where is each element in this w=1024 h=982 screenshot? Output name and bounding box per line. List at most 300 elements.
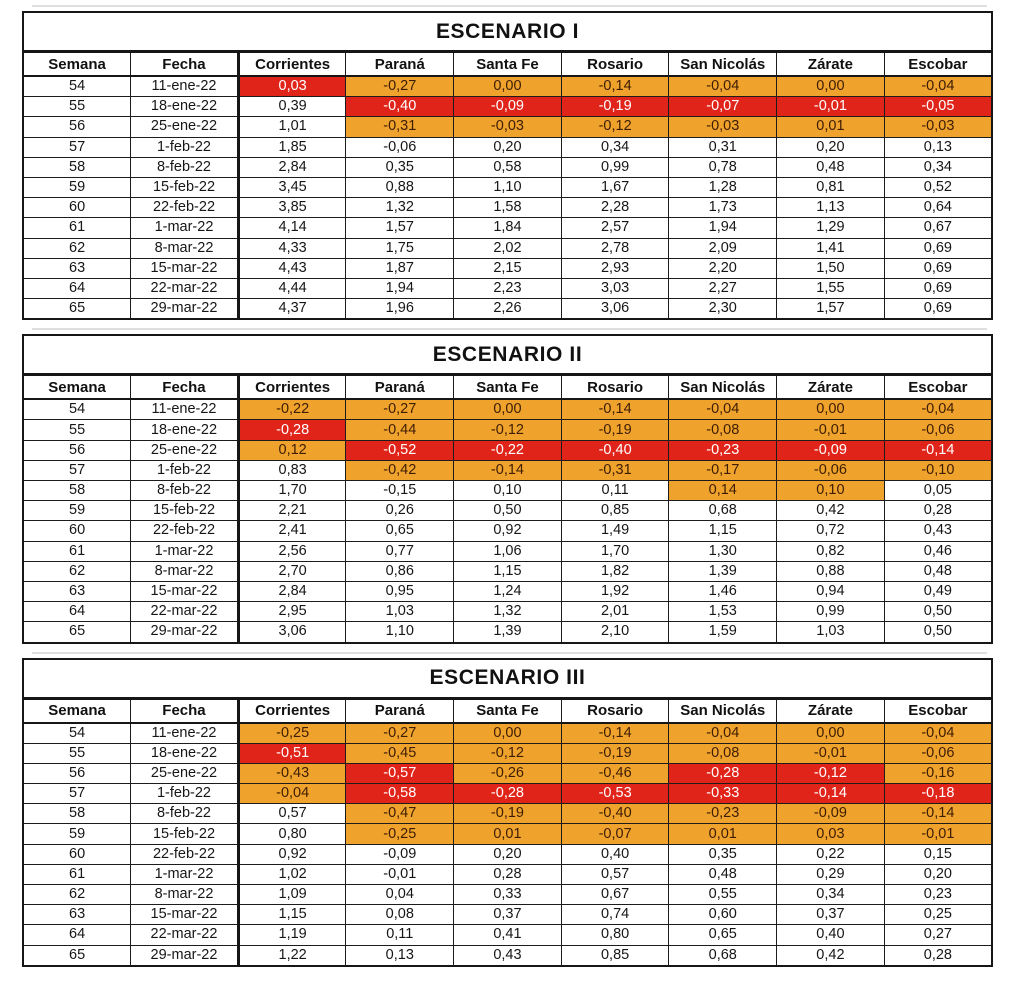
value-cell: 0,69 [884,299,992,320]
column-header-7: Zárate [777,698,885,723]
value-cell: 2,95 [238,602,346,622]
table-row [23,581,992,601]
value-cell: -0,31 [561,460,669,480]
value-cell: 1,03 [346,602,454,622]
value-cell: 0,13 [346,945,454,966]
value-cell: 0,78 [669,157,777,177]
table-row [23,602,992,622]
column-header-2: Corrientes [238,698,346,723]
value-cell: 1,13 [777,198,885,218]
value-cell: -0,23 [669,804,777,824]
table-row [23,258,992,278]
value-cell: 0,69 [884,238,992,258]
value-cell: 0,05 [884,481,992,501]
week-cell: 63 [23,258,131,278]
value-cell: 0,85 [561,501,669,521]
column-header-7: Zárate [777,375,885,400]
date-cell: 22-mar-22 [131,925,239,945]
value-cell: 2,84 [238,157,346,177]
column-header-3: Paraná [346,375,454,400]
table-title-row [23,335,992,375]
value-cell: -0,22 [454,440,562,460]
value-cell: 2,01 [561,602,669,622]
week-cell: 56 [23,763,131,783]
table-row [23,198,992,218]
table-row [23,117,992,137]
value-cell: 0,50 [454,501,562,521]
value-cell: 0,03 [777,824,885,844]
value-cell: 0,68 [669,945,777,966]
table-row [23,157,992,177]
week-cell: 58 [23,804,131,824]
column-header-0: Semana [23,698,131,723]
value-cell: 0,03 [238,76,346,97]
value-cell: 1,70 [238,481,346,501]
value-cell: 1,06 [454,541,562,561]
table-row [23,137,992,157]
value-cell: 0,50 [884,622,992,643]
value-cell: 1,94 [346,278,454,298]
value-cell: -0,04 [238,784,346,804]
date-cell: 1-mar-22 [131,541,239,561]
value-cell: 3,85 [238,198,346,218]
date-cell: 1-feb-22 [131,460,239,480]
value-cell: 1,19 [238,925,346,945]
value-cell: 4,43 [238,258,346,278]
column-header-2: Corrientes [238,375,346,400]
column-header-8: Escobar [884,698,992,723]
date-cell: 18-ene-22 [131,743,239,763]
value-cell: 0,43 [884,521,992,541]
scenario-table-2 [22,334,993,643]
value-cell: 1,02 [238,864,346,884]
value-cell: 0,28 [884,945,992,966]
week-cell: 65 [23,622,131,643]
table-row [23,399,992,420]
value-cell: 0,11 [346,925,454,945]
value-cell: 1,59 [669,622,777,643]
value-cell: 0,99 [561,157,669,177]
scenario-table-1 [22,11,993,320]
value-cell: 0,64 [884,198,992,218]
value-cell: 0,88 [346,177,454,197]
value-cell: -0,12 [454,420,562,440]
date-cell: 8-mar-22 [131,561,239,581]
value-cell: -0,17 [669,460,777,480]
table-header-row [23,698,992,723]
value-cell: -0,04 [884,723,992,744]
value-cell: 0,92 [454,521,562,541]
week-cell: 64 [23,278,131,298]
value-cell: 0,04 [346,885,454,905]
table-row [23,238,992,258]
value-cell: 1,67 [561,177,669,197]
date-cell: 1-feb-22 [131,137,239,157]
value-cell: -0,12 [454,743,562,763]
column-header-5: Rosario [561,375,669,400]
value-cell: 1,29 [777,218,885,238]
value-cell: 0,65 [346,521,454,541]
value-cell: 0,12 [238,440,346,460]
value-cell: -0,58 [346,784,454,804]
value-cell: 1,15 [454,561,562,581]
table-row [23,218,992,238]
date-cell: 25-ene-22 [131,763,239,783]
date-cell: 15-mar-22 [131,258,239,278]
value-cell: -0,08 [669,420,777,440]
value-cell: -0,14 [561,723,669,744]
value-cell: 0,43 [454,945,562,966]
week-cell: 65 [23,299,131,320]
date-cell: 22-mar-22 [131,278,239,298]
value-cell: 1,84 [454,218,562,238]
value-cell: -0,46 [561,763,669,783]
value-cell: -0,10 [884,460,992,480]
week-cell: 64 [23,602,131,622]
column-header-6: San Nicolás [669,52,777,77]
week-cell: 58 [23,157,131,177]
value-cell: 0,50 [884,602,992,622]
value-cell: 0,15 [884,844,992,864]
column-header-3: Paraná [346,698,454,723]
value-cell: -0,27 [346,723,454,744]
value-cell: -0,45 [346,743,454,763]
week-cell: 60 [23,198,131,218]
table-row [23,864,992,884]
value-cell: -0,27 [346,76,454,97]
value-cell: -0,12 [561,117,669,137]
value-cell: 3,45 [238,177,346,197]
week-cell: 59 [23,824,131,844]
value-cell: 1,53 [669,602,777,622]
value-cell: 0,88 [777,561,885,581]
date-cell: 1-mar-22 [131,218,239,238]
value-cell: 0,81 [777,177,885,197]
week-cell: 65 [23,945,131,966]
week-cell: 63 [23,581,131,601]
value-cell: 0,01 [777,117,885,137]
value-cell: -0,22 [238,399,346,420]
date-cell: 25-ene-22 [131,117,239,137]
value-cell: 0,69 [884,278,992,298]
week-cell: 57 [23,460,131,480]
value-cell: 2,26 [454,299,562,320]
value-cell: 0,20 [884,864,992,884]
value-cell: 1,15 [238,905,346,925]
value-cell: -0,05 [884,97,992,117]
value-cell: 0,40 [777,925,885,945]
value-cell: -0,06 [884,743,992,763]
value-cell: 0,77 [346,541,454,561]
table-row [23,501,992,521]
value-cell: 2,57 [561,218,669,238]
value-cell: 0,37 [777,905,885,925]
value-cell: 2,30 [669,299,777,320]
value-cell: 0,13 [884,137,992,157]
value-cell: 2,21 [238,501,346,521]
column-header-5: Rosario [561,698,669,723]
value-cell: 0,14 [669,481,777,501]
column-header-1: Fecha [131,698,239,723]
value-cell: 4,37 [238,299,346,320]
week-cell: 58 [23,481,131,501]
table-row [23,824,992,844]
value-cell: 0,00 [454,399,562,420]
column-header-5: Rosario [561,52,669,77]
week-cell: 56 [23,440,131,460]
value-cell: 1,01 [238,117,346,137]
value-cell: 3,03 [561,278,669,298]
value-cell: -0,19 [561,97,669,117]
value-cell: -0,25 [238,723,346,744]
value-cell: -0,51 [238,743,346,763]
date-cell: 15-feb-22 [131,501,239,521]
value-cell: -0,04 [669,723,777,744]
column-header-4: Santa Fe [454,52,562,77]
value-cell: 0,42 [777,945,885,966]
week-cell: 59 [23,501,131,521]
value-cell: 0,33 [454,885,562,905]
value-cell: 3,06 [561,299,669,320]
table-row [23,622,992,643]
value-cell: 0,10 [454,481,562,501]
value-cell: 1,58 [454,198,562,218]
value-cell: -0,07 [669,97,777,117]
table-title: ESCENARIO I [23,12,992,52]
value-cell: -0,08 [669,743,777,763]
value-cell: 0,95 [346,581,454,601]
value-cell: -0,19 [561,420,669,440]
column-header-4: Santa Fe [454,698,562,723]
value-cell: 1,22 [238,945,346,966]
date-cell: 22-mar-22 [131,602,239,622]
value-cell: 1,32 [454,602,562,622]
value-cell: 0,35 [346,157,454,177]
week-cell: 60 [23,844,131,864]
value-cell: 0,48 [884,561,992,581]
value-cell: -0,57 [346,763,454,783]
table-row [23,885,992,905]
value-cell: 0,55 [669,885,777,905]
date-cell: 22-feb-22 [131,844,239,864]
ghost-separator-line [32,652,987,654]
value-cell: 1,09 [238,885,346,905]
value-cell: 0,80 [238,824,346,844]
date-cell: 8-mar-22 [131,238,239,258]
value-cell: 1,75 [346,238,454,258]
value-cell: 0,57 [561,864,669,884]
date-cell: 22-feb-22 [131,521,239,541]
week-cell: 55 [23,97,131,117]
value-cell: -0,14 [884,804,992,824]
column-header-4: Santa Fe [454,375,562,400]
value-cell: -0,26 [454,763,562,783]
value-cell: -0,14 [561,76,669,97]
value-cell: 0,48 [669,864,777,884]
value-cell: 2,27 [669,278,777,298]
value-cell: 1,39 [669,561,777,581]
value-cell: -0,03 [454,117,562,137]
value-cell: -0,18 [884,784,992,804]
value-cell: 1,39 [454,622,562,643]
value-cell: 0,74 [561,905,669,925]
table-row [23,97,992,117]
week-cell: 62 [23,885,131,905]
value-cell: -0,09 [777,804,885,824]
value-cell: -0,15 [346,481,454,501]
column-header-1: Fecha [131,52,239,77]
column-header-8: Escobar [884,375,992,400]
value-cell: 4,33 [238,238,346,258]
value-cell: 1,41 [777,238,885,258]
value-cell: 0,46 [884,541,992,561]
date-cell: 29-mar-22 [131,299,239,320]
value-cell: -0,19 [454,804,562,824]
value-cell: 0,42 [777,501,885,521]
value-cell: 1,50 [777,258,885,278]
column-header-7: Zárate [777,52,885,77]
value-cell: 0,49 [884,581,992,601]
value-cell: 2,02 [454,238,562,258]
value-cell: 0,41 [454,925,562,945]
value-cell: 1,24 [454,581,562,601]
value-cell: -0,28 [454,784,562,804]
value-cell: 0,00 [777,399,885,420]
value-cell: -0,16 [884,763,992,783]
value-cell: 1,28 [669,177,777,197]
value-cell: 2,23 [454,278,562,298]
value-cell: -0,14 [561,399,669,420]
column-header-6: San Nicolás [669,698,777,723]
value-cell: -0,03 [884,117,992,137]
value-cell: 2,93 [561,258,669,278]
date-cell: 8-feb-22 [131,157,239,177]
table-header-row [23,52,992,77]
value-cell: 0,35 [669,844,777,864]
value-cell: 0,00 [454,723,562,744]
week-cell: 57 [23,137,131,157]
value-cell: -0,31 [346,117,454,137]
value-cell: 1,57 [777,299,885,320]
table-row [23,521,992,541]
date-cell: 1-mar-22 [131,864,239,884]
column-header-1: Fecha [131,375,239,400]
value-cell: -0,01 [884,824,992,844]
table-row [23,440,992,460]
value-cell: -0,52 [346,440,454,460]
week-cell: 57 [23,784,131,804]
table-row [23,723,992,744]
date-cell: 8-feb-22 [131,804,239,824]
value-cell: 0,22 [777,844,885,864]
tables-container [22,5,993,967]
value-cell: -0,14 [454,460,562,480]
week-cell: 63 [23,905,131,925]
value-cell: 1,57 [346,218,454,238]
value-cell: 1,10 [454,177,562,197]
date-cell: 15-mar-22 [131,905,239,925]
date-cell: 25-ene-22 [131,440,239,460]
column-header-2: Corrientes [238,52,346,77]
value-cell: 1,96 [346,299,454,320]
week-cell: 55 [23,420,131,440]
value-cell: 0,37 [454,905,562,925]
value-cell: -0,40 [561,440,669,460]
value-cell: -0,07 [561,824,669,844]
value-cell: 4,44 [238,278,346,298]
value-cell: -0,25 [346,824,454,844]
value-cell: 0,11 [561,481,669,501]
value-cell: -0,28 [238,420,346,440]
value-cell: 0,86 [346,561,454,581]
table-row [23,299,992,320]
value-cell: 2,15 [454,258,562,278]
date-cell: 22-feb-22 [131,198,239,218]
value-cell: -0,03 [669,117,777,137]
table-row [23,784,992,804]
table-row [23,76,992,97]
value-cell: -0,04 [669,399,777,420]
table-row [23,278,992,298]
table-row [23,763,992,783]
value-cell: -0,40 [561,804,669,824]
table-row [23,844,992,864]
value-cell: 1,15 [669,521,777,541]
value-cell: 0,01 [669,824,777,844]
column-header-0: Semana [23,375,131,400]
value-cell: 1,85 [238,137,346,157]
table-row [23,481,992,501]
value-cell: 0,67 [561,885,669,905]
table-row [23,177,992,197]
table-row [23,905,992,925]
column-header-0: Semana [23,52,131,77]
ghost-separator-line [32,5,987,7]
value-cell: -0,09 [454,97,562,117]
value-cell: 2,78 [561,238,669,258]
value-cell: -0,40 [346,97,454,117]
value-cell: 0,01 [454,824,562,844]
value-cell: 0,00 [777,723,885,744]
value-cell: -0,04 [884,76,992,97]
value-cell: 1,10 [346,622,454,643]
value-cell: 0,31 [669,137,777,157]
date-cell: 1-feb-22 [131,784,239,804]
value-cell: 0,20 [454,844,562,864]
column-header-8: Escobar [884,52,992,77]
value-cell: 1,55 [777,278,885,298]
value-cell: 2,56 [238,541,346,561]
value-cell: 0,00 [454,76,562,97]
value-cell: 0,34 [561,137,669,157]
value-cell: 0,28 [884,501,992,521]
value-cell: 0,67 [884,218,992,238]
value-cell: 2,10 [561,622,669,643]
table-header-row [23,375,992,400]
value-cell: 2,70 [238,561,346,581]
value-cell: -0,53 [561,784,669,804]
value-cell: -0,27 [346,399,454,420]
value-cell: -0,43 [238,763,346,783]
value-cell: 0,65 [669,925,777,945]
date-cell: 11-ene-22 [131,723,239,744]
value-cell: -0,14 [777,784,885,804]
value-cell: -0,04 [669,76,777,97]
week-cell: 56 [23,117,131,137]
week-cell: 61 [23,541,131,561]
value-cell: 0,69 [884,258,992,278]
value-cell: 1,70 [561,541,669,561]
